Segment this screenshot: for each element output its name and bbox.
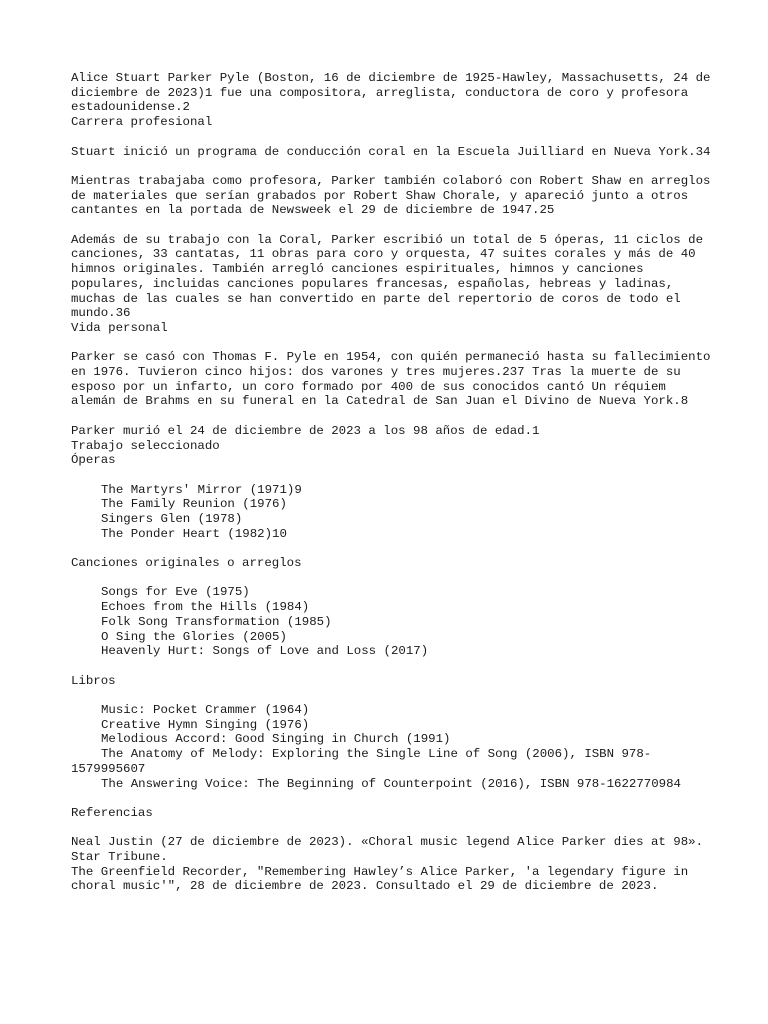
career-paragraph-3: Además de su trabajo con la Coral, Parker escribió un total de 5 óperas, 11 ciclos de canciones, 33 cantatas, 11 obras para coro y orquesta, 47 suites corales y más de 40 himnos originales. También arregló canciones espirituales, himnos y canciones populares, incluidas canciones populares francesas, españolas, hebreas y ladinas, muchas de las cuales se han convertido en parte del repertorio de coros de todo el mundo.36: [71, 232, 711, 321]
list-item: Melodious Accord: Good Singing in Church (1991): [101, 732, 451, 747]
career-paragraph-1: Stuart inició un programa de conducción coral en la Escuela Juilliard en Nueva York.34: [71, 144, 711, 159]
reference-item: The Greenfield Recorder, "Remembering Hawley’s Alice Parker, 'a legendary figure in choral music'", 28 de diciembre de 2023. Consultado el 29 de diciembre de 2023.: [71, 864, 696, 894]
document-page: [71, 71, 718, 894]
list-item: Heavenly Hurt: Songs of Love and Loss (2017): [101, 644, 429, 659]
operas-list: [71, 483, 711, 542]
list-item: Music: Pocket Crammer (1964): [101, 703, 310, 718]
list-item: Folk Song Transformation (1985): [101, 614, 332, 629]
list-item: Creative Hymn Singing (1976): [101, 717, 310, 732]
section-heading-personal: Vida personal: [71, 320, 168, 335]
intro-paragraph: Alice Stuart Parker Pyle (Boston, 16 de diciembre de 1925-Hawley, Massachusetts, 24 de diciembre de 2023)1 fue una compositora, arreglista, conductora de coro y profesora estadounidense.2: [71, 71, 718, 115]
references-heading: Referencias: [71, 805, 153, 820]
personal-paragraph-2: Parker murió el 24 de diciembre de 2023 a los 98 años de edad.1: [71, 423, 540, 438]
career-paragraph-2: Mientras trabajaba como profesora, Parker también colaboró con Robert Shaw en arreglos de materiales que serían grabados por Robert Shaw Chorale, y apareció junto a otros cantantes en la portada de Newsweek el 29 de diciembre de 1947.25: [71, 173, 718, 218]
list-item: Echoes from the Hills (1984): [101, 600, 310, 615]
list-item: The Martyrs' Mirror (1971)9: [101, 482, 302, 497]
personal-paragraph-1: Parker se casó con Thomas F. Pyle en 1954, con quién permaneció hasta su fallecimiento en 1976. Tuvieron cinco hijos: dos varones y tres mujeres.237 Tras la muerte de su esposo por un infarto, un coro formado por 400 de sus conocidos cantó Un réquiem alemán de Brahms en su funeral en la Catedral de San Juan el Divino de Nueva York.8: [71, 350, 718, 409]
list-item: The Answering Voice: The Beginning of Counterpoint (2016), ISBN 978-1622770984: [101, 776, 681, 791]
songs-list: [71, 585, 711, 659]
list-item: The Ponder Heart (1982)10: [101, 526, 287, 541]
section-heading-career: Carrera profesional: [71, 115, 213, 130]
list-item: The Family Reunion (1976): [101, 497, 287, 512]
books-list: [71, 703, 711, 791]
list-item: Songs for Eve (1975): [101, 585, 250, 600]
reference-item: Neal Justin (27 de diciembre de 2023). «Choral music legend Alice Parker dies at 98». Star Tribune.: [71, 835, 711, 865]
references-list: [71, 835, 711, 894]
section-heading-works: Trabajo seleccionado: [71, 438, 220, 453]
books-heading: Libros: [71, 673, 116, 688]
list-item: Singers Glen (1978): [101, 512, 243, 526]
list-item: The Anatomy of Melody: Exploring the Single Line of Song (2006), ISBN 978-1579995607: [71, 747, 652, 776]
list-item: O Sing the Glories (2005): [101, 629, 287, 644]
operas-heading: Óperas: [71, 453, 116, 468]
songs-heading: Canciones originales o arreglos: [71, 556, 302, 571]
